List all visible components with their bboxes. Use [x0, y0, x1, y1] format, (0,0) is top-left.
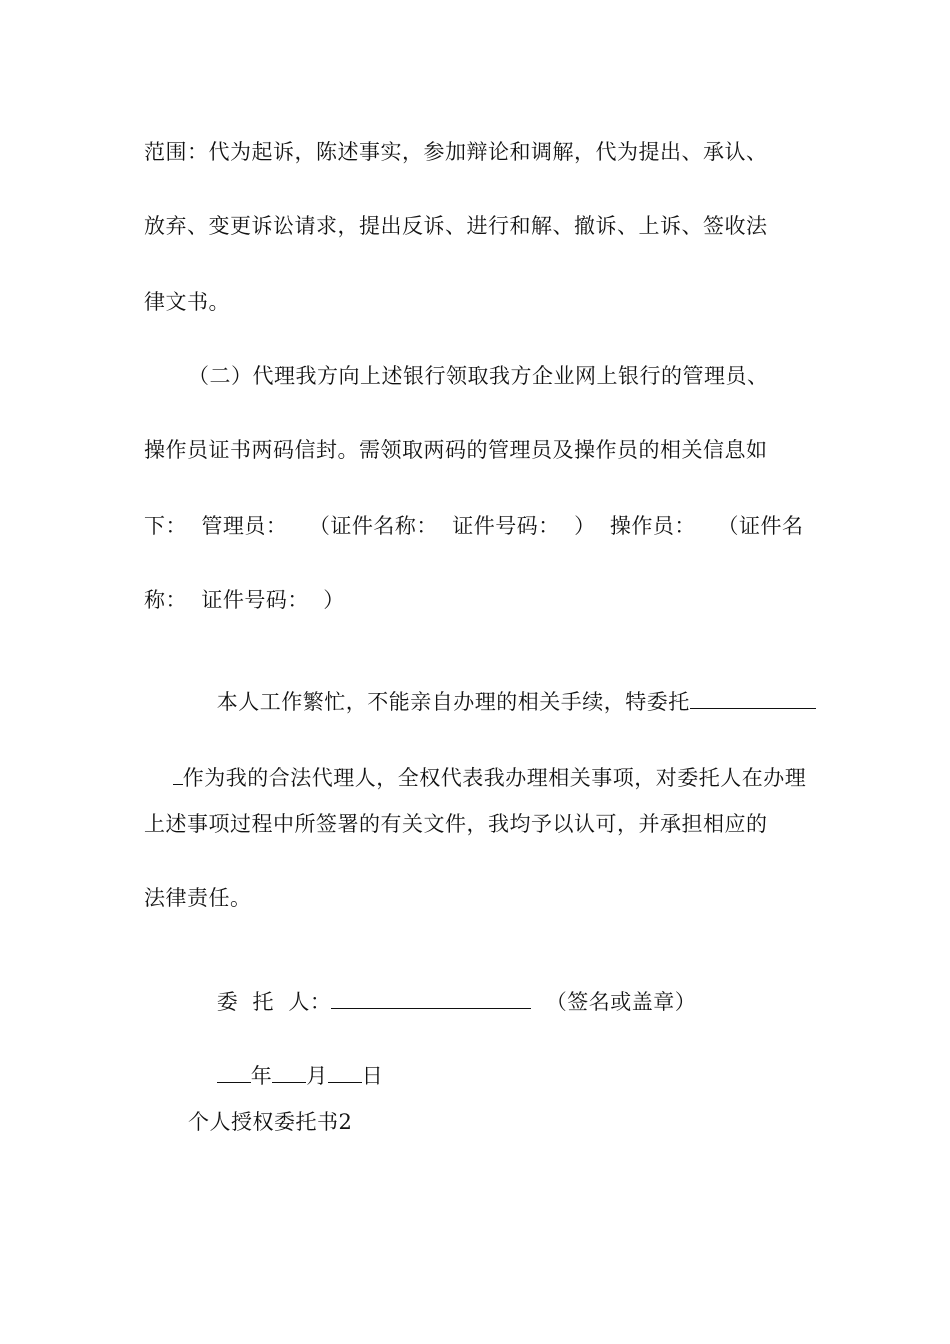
paragraph-line-4: （二）代理我方向上述银行领取我方企业网上银行的管理员、 [188, 364, 769, 388]
day-label: 日 [361, 1064, 384, 1088]
day-blank[interactable] [328, 1062, 362, 1083]
paragraph-line-9 [144, 736, 806, 820]
paragraph-line-3: 律文书。 [144, 290, 230, 314]
paragraph-line-1: 范围：代为起诉，陈述事实，参加辩论和调解，代为提出、承认、 [144, 140, 768, 164]
paragraph-line-11: 法律责任。 [144, 886, 252, 910]
paragraph-line-10: 上述事项过程中所签署的有关文件，我均予以认可，并承担相应的 [144, 812, 768, 836]
month-label: 月 [306, 1064, 328, 1088]
agent-name-blank[interactable] [690, 688, 816, 709]
agent-text: 作为我的合法代理人，全权代表我办理相关事项，对委托人在办理 [182, 766, 807, 790]
paragraph-line-6: 下： 管理员： （证件名称： 证件号码： ） 操作员： （证件名 [144, 514, 804, 538]
paragraph-line-8 [188, 660, 816, 744]
principal-line [188, 960, 696, 1044]
paragraph-line-2: 放弃、变更诉讼请求，提出反诉、进行和解、撤诉、上诉、签收法 [144, 214, 768, 238]
year-blank[interactable] [217, 1062, 251, 1083]
date-line [188, 1034, 383, 1118]
principal-signature-blank[interactable] [331, 988, 531, 1009]
year-label: 年 [250, 1064, 273, 1088]
month-blank[interactable] [272, 1062, 306, 1083]
agent-name-blank-cont[interactable] [173, 764, 183, 785]
entrust-text: 本人工作繁忙，不能亲自办理的相关手续，特委托 [216, 690, 690, 714]
principal-label: 委 托 人： [216, 990, 332, 1014]
paragraph-line-5: 操作员证书两码信封。需领取两码的管理员及操作员的相关信息如 [144, 438, 768, 462]
section-title: 个人授权委托书2 [188, 1110, 353, 1134]
paragraph-line-7: 称： 证件号码： ） [144, 588, 345, 612]
signature-note: （签名或盖章） [545, 990, 697, 1014]
